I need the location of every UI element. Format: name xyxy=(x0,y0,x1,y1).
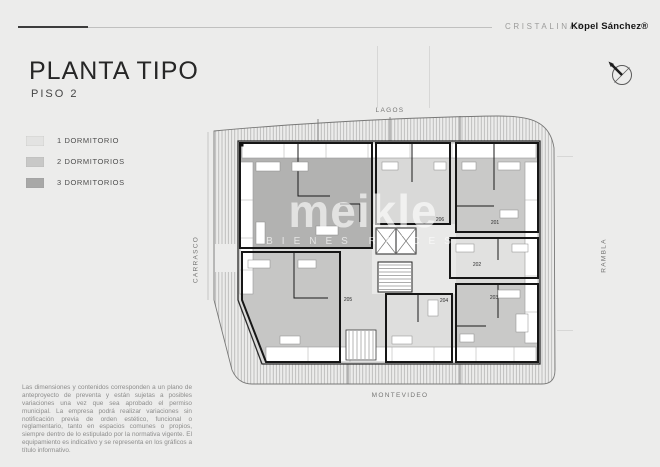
stairs xyxy=(378,262,412,292)
page-title: PLANTA TIPO xyxy=(29,57,199,85)
lobby-stairs xyxy=(346,330,376,360)
legal-disclaimer: Las dimensiones y contenidos corresponden a un plano de anteproyecto de preventa y están sujetas a posibles variaciones una vez que sea aprobado el permiso municipal. La empresa podrá realizar variaciones sin notificación previa de orden estético, funcional o reglamentario, tanto en espacios comunes o propios, siempre dentro de lo estipulado por la normativa vigente. El equipamiento es indicativo y se representa en los gráficos a título informativo. xyxy=(22,384,192,454)
elevator-core xyxy=(376,228,416,254)
legend-item-1-dormitorio xyxy=(26,135,125,146)
legend xyxy=(26,135,125,198)
watermark-logo: meikle xyxy=(288,185,438,237)
street-label-rambla: RAMBLA xyxy=(600,238,608,273)
street-label-montevideo: MONTEVIDEO xyxy=(371,392,429,399)
grid-refline xyxy=(377,46,378,108)
legend-item-3-dormitorios xyxy=(26,177,125,188)
unit-label-201: 201 xyxy=(490,220,500,226)
unit-label-205: 205 xyxy=(343,297,353,303)
brand-kopel-sanchez: Kopel Sánchez® xyxy=(571,21,649,32)
legend-swatch-2d xyxy=(26,157,44,167)
street-label-carrasco: CARRASCO xyxy=(192,235,200,284)
street-label-lagos: LAGOS xyxy=(375,107,405,114)
legend-label: 1 DORMITORIO xyxy=(57,136,120,145)
street-entrance xyxy=(215,244,238,272)
page-subtitle: PISO 2 xyxy=(31,88,79,100)
header-rule-light xyxy=(88,27,492,28)
brand-cristalinas: CRISTALINAS xyxy=(505,22,586,31)
unit-label-203: 203 xyxy=(489,295,499,301)
north-compass-icon xyxy=(598,52,644,103)
unit-label-202: 202 xyxy=(472,262,482,268)
grid-refline xyxy=(429,46,430,108)
unit-label-204: 204 xyxy=(439,298,449,304)
floor-plan xyxy=(198,104,578,404)
legend-swatch-3d xyxy=(26,178,44,188)
legend-item-2-dormitorios xyxy=(26,156,125,167)
unit-label-206: 206 xyxy=(435,217,445,223)
header-rule-dark xyxy=(18,26,88,28)
legend-label: 3 DORMITORIOS xyxy=(57,178,125,187)
watermark-tagline: BIENES RAÍCES xyxy=(266,236,460,247)
legend-label: 2 DORMITORIOS xyxy=(57,157,125,166)
survey-marker xyxy=(239,142,244,147)
legend-swatch-1d xyxy=(26,136,44,146)
